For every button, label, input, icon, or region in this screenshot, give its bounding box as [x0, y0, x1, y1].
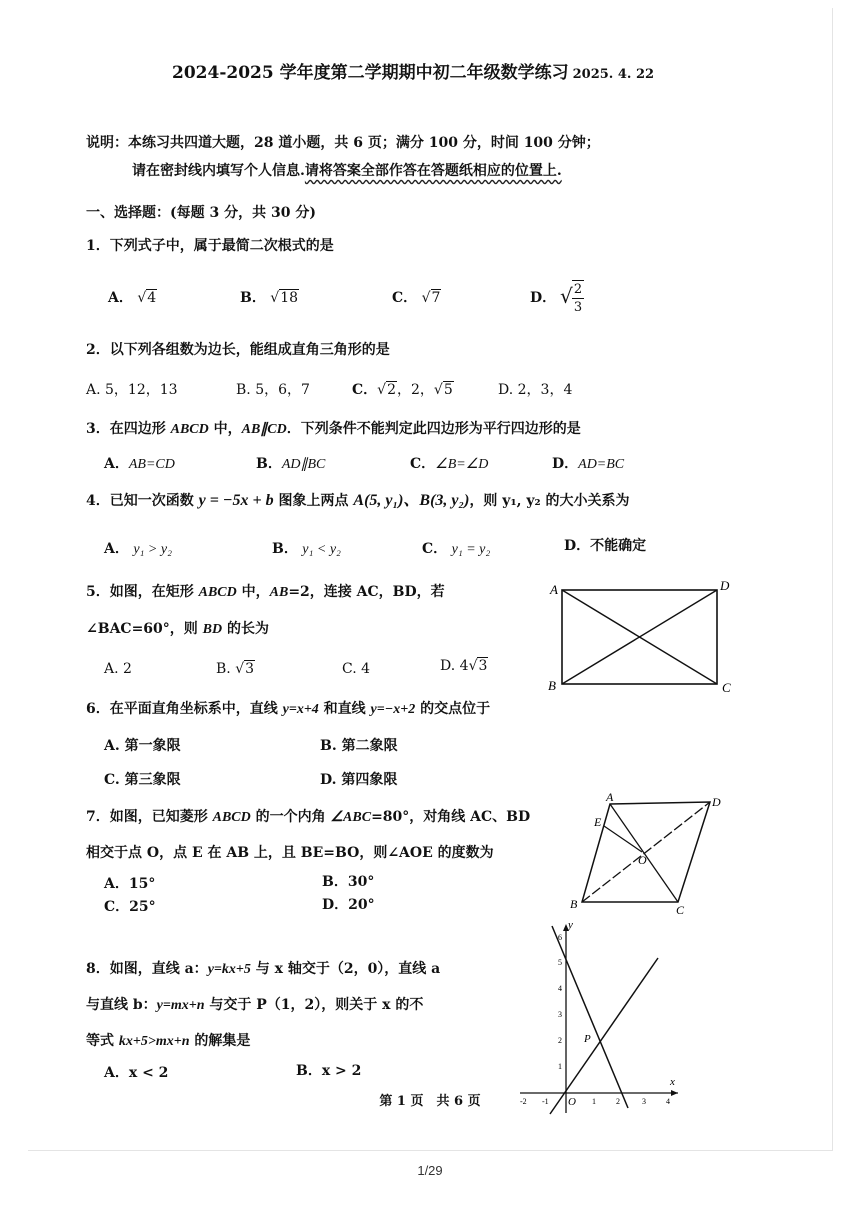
q5-d-coef: 4 — [459, 658, 469, 674]
title-date: 2025. 4. 22 — [572, 67, 655, 82]
q8-line-2 — [86, 996, 423, 1015]
q4-function: y = −5x + b — [198, 492, 274, 509]
q3-stem-pre: 3．在四边形 — [86, 421, 171, 437]
y-axis-label: y — [568, 919, 573, 931]
q4-points: A(5, y₁)、B(3, y₂) — [353, 492, 470, 509]
q4-option-b — [272, 540, 341, 559]
q1-b-radicand: 18 — [280, 290, 299, 306]
q2-option-d: D. 2，3，4 — [498, 382, 573, 398]
q8-l1-post: 与 x 轴交于（2，0），直线 a — [250, 961, 441, 977]
q8-l3-post: 的解集是 — [189, 1033, 251, 1049]
vertex-d-label: D — [712, 795, 721, 809]
q1-option-c: C． √7 — [392, 290, 441, 306]
point-o-label: O — [638, 853, 647, 867]
vertex-c-label: C — [676, 903, 685, 917]
y-tick-4: 4 — [558, 984, 562, 993]
q1-a-radicand: 4 — [147, 290, 157, 306]
q4-c-text: y₁ = y₂ — [451, 542, 491, 557]
section-heading: 一、选择题：(每题 3 分，共 30 分) — [86, 205, 316, 221]
q7-l1-pre: 7．如图，已知菱形 — [86, 809, 213, 825]
q5-line-2 — [86, 620, 269, 639]
q4-option-d: D．不能确定 — [564, 538, 647, 554]
q6-stem-pre: 6．在平面直角坐标系中，直线 — [86, 701, 283, 717]
q7-l1-mid: 的一个内角 — [250, 809, 331, 825]
q3-option-a — [104, 455, 175, 474]
q3-quad: ABCD — [170, 422, 209, 437]
q5-b-radicand: 3 — [245, 661, 255, 677]
x-tick-neg1: -1 — [542, 1097, 549, 1106]
q1-option-a: A． √4 — [108, 290, 157, 306]
vertex-c-label: C — [722, 680, 731, 695]
q6-line-1: y=x+4 — [282, 702, 319, 717]
note-info: 请在密封线内填写个人信息. — [132, 163, 305, 179]
q3-d-text: AD=BC — [578, 457, 625, 472]
y-tick-1: 1 — [558, 1062, 562, 1071]
q4-stem-post: ，则 y₁, y₂ 的大小关系为 — [469, 493, 630, 509]
x-tick-2: 2 — [616, 1097, 620, 1106]
note-line-2 — [132, 162, 562, 180]
q3-stem — [86, 420, 581, 439]
q4-a-label: A． — [104, 541, 129, 557]
q3-option-c — [410, 455, 488, 474]
q4-stem-pre: 4．已知一次函数 — [86, 493, 199, 509]
q6-stem-post: 的交点位于 — [415, 701, 491, 717]
q3-stem-mid: 中， — [208, 421, 242, 437]
q5-l1-pre: 5．如图，在矩形 — [86, 584, 199, 600]
q3-c-text: ∠B=∠D — [435, 457, 489, 472]
q1-b-label: B． — [240, 290, 266, 306]
q7-line-2: 相交于点 O，点 E 在 AB 上，且 BE=BO，则∠AOE 的度数为 — [86, 845, 494, 861]
q8-graph-figure — [510, 918, 690, 1118]
q7-rhombus-figure — [560, 790, 730, 920]
origin-label: O — [568, 1096, 576, 1108]
q3-a-text: AB=CD — [128, 457, 175, 472]
q6-option-b: B. 第二象限 — [320, 738, 398, 754]
q5-l2-pre: ∠BAC=60°，则 — [86, 621, 203, 637]
x-tick-3: 3 — [642, 1097, 646, 1106]
q2-stem: 2．以下列各组数为边长，能组成直角三角形的是 — [86, 342, 390, 358]
q4-b-label: B． — [272, 541, 298, 557]
q7-option-c: C．25° — [104, 899, 156, 915]
q4-c-label: C． — [422, 541, 448, 557]
q7-angle: ∠ABC — [330, 810, 372, 825]
q1-option-b: B． √18 — [240, 290, 299, 306]
q3-parallel: AB∥CD — [241, 422, 287, 437]
q8-l1-pre: 8．如图，直线 a： — [86, 961, 208, 977]
q8-line-1 — [86, 960, 440, 979]
q3-stem-post: ．下列条件不能判定此四边形为平行四边形的是 — [286, 421, 581, 437]
q5-ab: AB — [269, 585, 289, 600]
q5-d-radicand: 3 — [478, 658, 488, 674]
q5-option-c: C. 4 — [342, 661, 371, 677]
q1-a-label: A． — [108, 290, 133, 306]
q1-d-label: D． — [530, 290, 557, 306]
vertex-b-label: B — [570, 897, 578, 911]
q7-line-1 — [86, 808, 530, 827]
q4-stem — [86, 492, 629, 510]
q5-bd: BD — [202, 622, 223, 637]
q8-inequality: kx+5>mx+n — [118, 1034, 190, 1049]
q3-b-text: AD∥BC — [281, 457, 326, 472]
q8-l2-pre: 与直线 b： — [86, 997, 157, 1013]
q5-option-d: D. 4√3 — [440, 658, 488, 674]
q7-rhombus: ABCD — [212, 810, 251, 825]
q1-d-denominator: 3 — [573, 300, 583, 315]
q5-option-b: B. √3 — [216, 661, 255, 677]
q7-option-b: B．30° — [322, 874, 375, 890]
q5-line-1 — [86, 583, 445, 602]
q5-d-label: D. — [440, 658, 456, 674]
q4-option-a — [104, 540, 172, 559]
q3-d-label: D． — [552, 456, 579, 472]
vertex-a-label: A — [606, 790, 614, 804]
q6-stem-mid: 和直线 — [318, 701, 371, 717]
q8-l3-pre: 等式 — [86, 1033, 119, 1049]
q2-c-mid: ，2， — [397, 382, 434, 398]
radical-sign-icon: √ — [560, 284, 573, 308]
q4-a-text: y₁ > y₂ — [133, 542, 172, 557]
q5-option-a: A. 2 — [104, 661, 132, 677]
q8-l2-post: 与交于 P（1，2），则关于 x 的不 — [204, 997, 424, 1013]
q5-rectangle-figure — [540, 574, 740, 698]
vertex-a-label: A — [550, 582, 558, 597]
q3-option-b — [256, 455, 325, 474]
q6-stem — [86, 700, 490, 719]
segment-eo — [604, 826, 642, 852]
q1-d-numerator: 2 — [573, 282, 583, 297]
q2-option-a: A. 5，12，13 — [86, 382, 178, 398]
q8-line-3 — [86, 1032, 250, 1051]
q1-stem: 1．下列式子中，属于最简二次根式的是 — [86, 238, 334, 254]
q7-l1-post: =80°，对角线 AC、BD — [371, 809, 531, 825]
q3-option-d — [552, 455, 624, 474]
page-number: 1/29 — [417, 1163, 443, 1178]
q8-option-a: A．x < 2 — [104, 1065, 169, 1081]
q4-stem-mid: 图象上两点 — [273, 493, 354, 509]
y-tick-6: 6 — [558, 933, 562, 942]
note-answer-instruction: 请将答案全部作答在答题纸相应的位置上. — [304, 163, 562, 179]
q1-c-radicand: 7 — [431, 290, 441, 306]
point-p-label: P — [584, 1033, 591, 1045]
q7-option-a: A．15° — [104, 876, 156, 892]
q3-a-label: A． — [104, 456, 129, 472]
x-tick-1: 1 — [592, 1097, 596, 1106]
q6-option-a: A. 第一象限 — [104, 738, 181, 754]
title-text: 2024-2025 学年度第二学期期中初二年级数学练习 — [172, 63, 569, 83]
y-tick-5: 5 — [558, 958, 562, 967]
q2-c-radicand-1: 2 — [387, 382, 396, 398]
q2-option-c: C．√2，2，√5 — [352, 382, 453, 398]
q3-c-label: C． — [410, 456, 436, 472]
y-tick-3: 3 — [558, 1010, 562, 1019]
q4-option-c — [422, 540, 490, 559]
q6-option-d: D. 第四象限 — [320, 772, 398, 788]
note-line-1: 说明：本练习共四道大题，28 道小题，共 6 页；满分 100 分，时间 100 分钟； — [86, 135, 600, 151]
q5-b-label: B. — [216, 661, 231, 677]
q1-c-label: C． — [392, 290, 418, 306]
y-tick-2: 2 — [558, 1036, 562, 1045]
q2-c-radicand-2: 5 — [443, 382, 453, 398]
q5-l1-mid: 中， — [236, 584, 270, 600]
q5-l2-post: 的长为 — [222, 621, 269, 637]
vertex-b-label: B — [548, 678, 556, 693]
point-e-label: E — [594, 815, 602, 829]
q8-option-b: B．x > 2 — [296, 1063, 362, 1079]
q2-c-label: C． — [352, 382, 378, 398]
x-axis-label: x — [670, 1076, 675, 1088]
q7-option-d: D．20° — [322, 897, 375, 913]
x-tick-neg2: -2 — [520, 1097, 527, 1106]
q5-rect: ABCD — [198, 585, 237, 600]
q3-b-label: B． — [256, 456, 282, 472]
q8-line-a-eq: y=kx+5 — [207, 962, 251, 977]
vertex-d-label: D — [720, 578, 730, 593]
q2-option-b: B. 5，6，7 — [236, 382, 310, 398]
q6-option-c: C. 第三象限 — [104, 772, 181, 788]
q4-b-text: y₁ < y₂ — [302, 542, 341, 557]
q8-line-b-eq: y=mx+n — [156, 998, 205, 1013]
q6-line-2: y=−x+2 — [370, 702, 416, 717]
q5-l1-post: =2，连接 AC，BD，若 — [288, 584, 445, 600]
x-tick-4: 4 — [666, 1097, 670, 1106]
exam-title — [172, 58, 654, 83]
page-footer: 第 1 页 共 6 页 — [379, 1094, 481, 1109]
